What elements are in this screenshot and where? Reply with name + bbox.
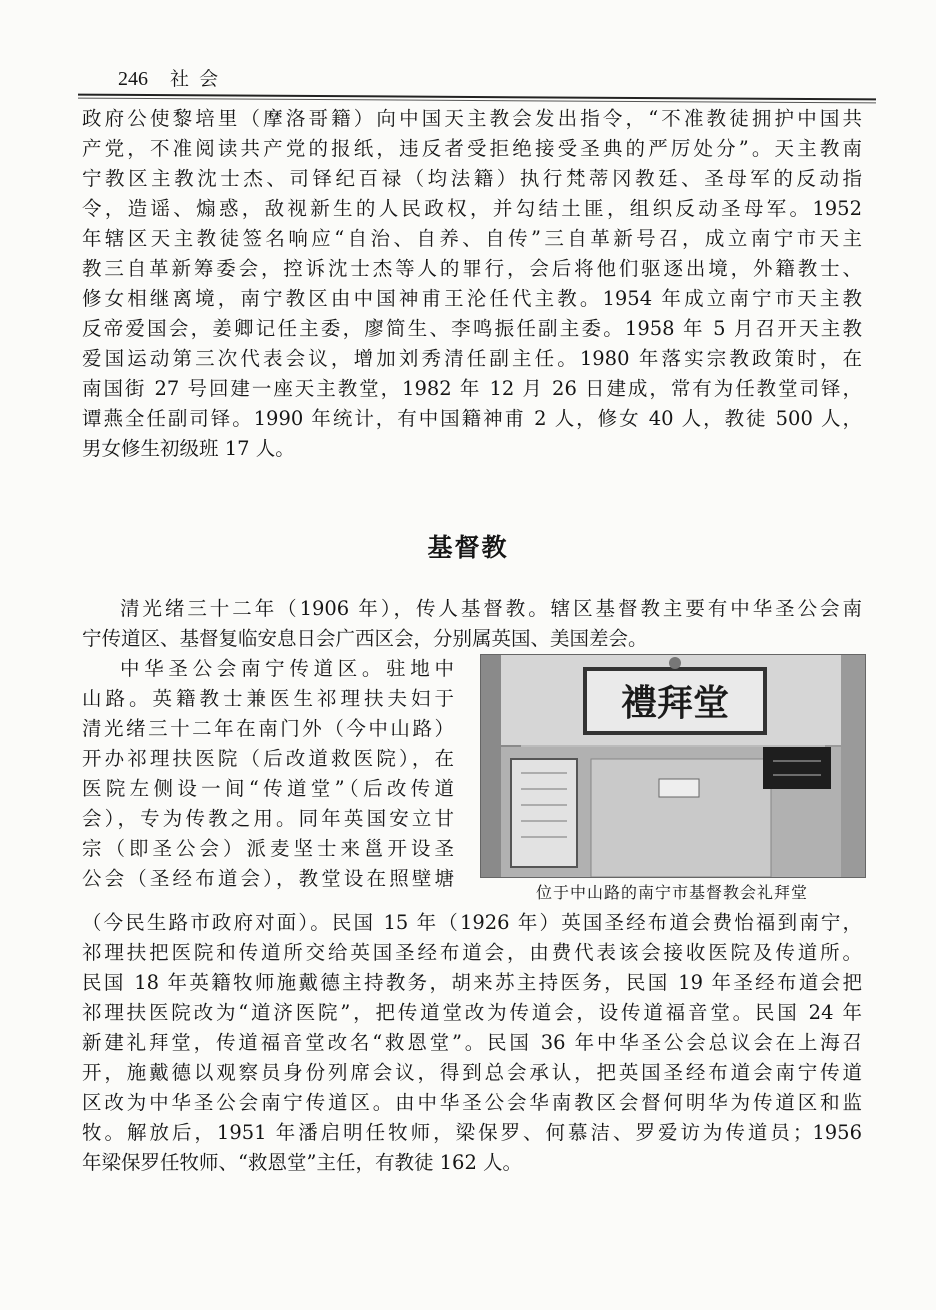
text-line: 医院左侧设一间“传道堂”（后改传道 xyxy=(82,777,454,800)
text-line: 南国街 27 号回建一座天主教堂，1982 年 12 月 26 日建成，常有为任教堂司铎， xyxy=(82,377,862,400)
text-line: （今民生路市政府对面）。民国 15 年（1926 年）英国圣经布道会费怡福到南宁， xyxy=(82,911,862,934)
text-line: 令，造谣、煽惑，敌视新生的人民政权，并勾结土匪，组织反动圣母军。1952 xyxy=(82,197,862,220)
text-line: 宗（即圣公会）派麦坚士来邕开设圣 xyxy=(82,837,454,860)
section-name: 社 会 xyxy=(170,68,221,90)
text-line: 产党，不准阅读共产党的报纸，违反者受拒绝接受圣典的严厉处分”。天主教南 xyxy=(82,137,862,160)
section-title: 基督教 xyxy=(427,533,509,562)
text-line: 公会（圣经布道会），教堂设在照壁塘 xyxy=(82,867,454,890)
text-line: 开办祁理扶医院（后改道救医院），在 xyxy=(82,747,454,770)
text-line: 祁理扶医院改为“道济医院”，把传道堂改为传道会，设传道福音堂。民国 24 年 xyxy=(82,1001,862,1024)
photo-caption: 位于中山路的南宁市基督教会礼拜堂 xyxy=(535,883,808,902)
text-line: 清光绪三十二年在南门外（今中山路） xyxy=(82,717,454,740)
text-line: 教三自革新筹委会，控诉沈士杰等人的罪行，会后将他们驱逐出境，外籍教士、 xyxy=(82,257,862,280)
text-line: 牧。解放后，1951 年潘启明任牧师，梁保罗、何慕洁、罗爱访为传道员；1956 xyxy=(82,1121,862,1144)
text-line: 政府公使黎培里（摩洛哥籍）向中国天主教会发出指令，“不准教徒拥护中国共 xyxy=(82,107,862,130)
text-line: 新建礼拜堂，传道福音堂改名“救恩堂”。民国 36 年中华圣公会总议会在上海召 xyxy=(82,1031,862,1054)
text-line: 清光绪三十二年（1906 年），传人基督教。辖区基督教主要有中华圣公会南 xyxy=(120,597,862,620)
text-line: 男女修生初级班 17 人。 xyxy=(82,437,295,460)
text-line: 反帝爱国会，姜卿记任主委，廖简生、李鸣振任副主委。1958 年 5 月召开天主教 xyxy=(82,317,862,340)
text-line: 山路。英籍教士兼医生祁理扶夫妇于 xyxy=(82,687,454,710)
text-line: 年辖区天主教徒签名响应“自治、自养、自传”三自革新号召，成立南宁市天主 xyxy=(82,227,862,250)
text-line: 谭燕全任副司铎。1990 年统计，有中国籍神甫 2 人，修女 40 人，教徒 500 人， xyxy=(82,407,862,430)
sign-text: 禮拜堂 xyxy=(620,682,730,724)
church-photo xyxy=(480,654,866,878)
text-line: 中华圣公会南宁传道区。驻地中 xyxy=(120,657,454,680)
text-line: 宁教区主教沈士杰、司铎纪百禄（均法籍）执行梵蒂冈教廷、圣母军的反动指 xyxy=(82,167,862,190)
page-header xyxy=(118,64,220,91)
text-line: 开，施戴德以观察员身份列席会议，得到总会承认，把英国圣经布道会南宁传道 xyxy=(82,1061,862,1084)
page-number: 246 xyxy=(118,68,148,90)
text-line: 民国 18 年英籍牧师施戴德主持教务，胡来苏主持医务，民国 19 年圣经布道会把 xyxy=(82,971,862,994)
text-line: 修女相继离境，南宁教区由中国神甫王沦任代主教。1954 年成立南宁市天主教 xyxy=(82,287,862,310)
text-line: 祁理扶把医院和传道所交给英国圣经布道会，由费代表该会接收医院及传道所。 xyxy=(82,941,862,964)
text-line: 会），专为传教之用。同年英国安立甘 xyxy=(82,807,454,830)
text-line: 爱国运动第三次代表会议，增加刘秀清任副主任。1980 年落实宗教政策时，在 xyxy=(82,347,862,370)
text-line: 区改为中华圣公会南宁传道区。由中华圣公会华南教区会督何明华为传道区和监 xyxy=(82,1091,862,1114)
text-line: 年梁保罗任牧师、“救恩堂”主任，有教徒 162 人。 xyxy=(82,1151,523,1174)
text-line: 宁传道区、基督复临安息日会广西区会，分别属英国、美国差会。 xyxy=(82,627,648,650)
